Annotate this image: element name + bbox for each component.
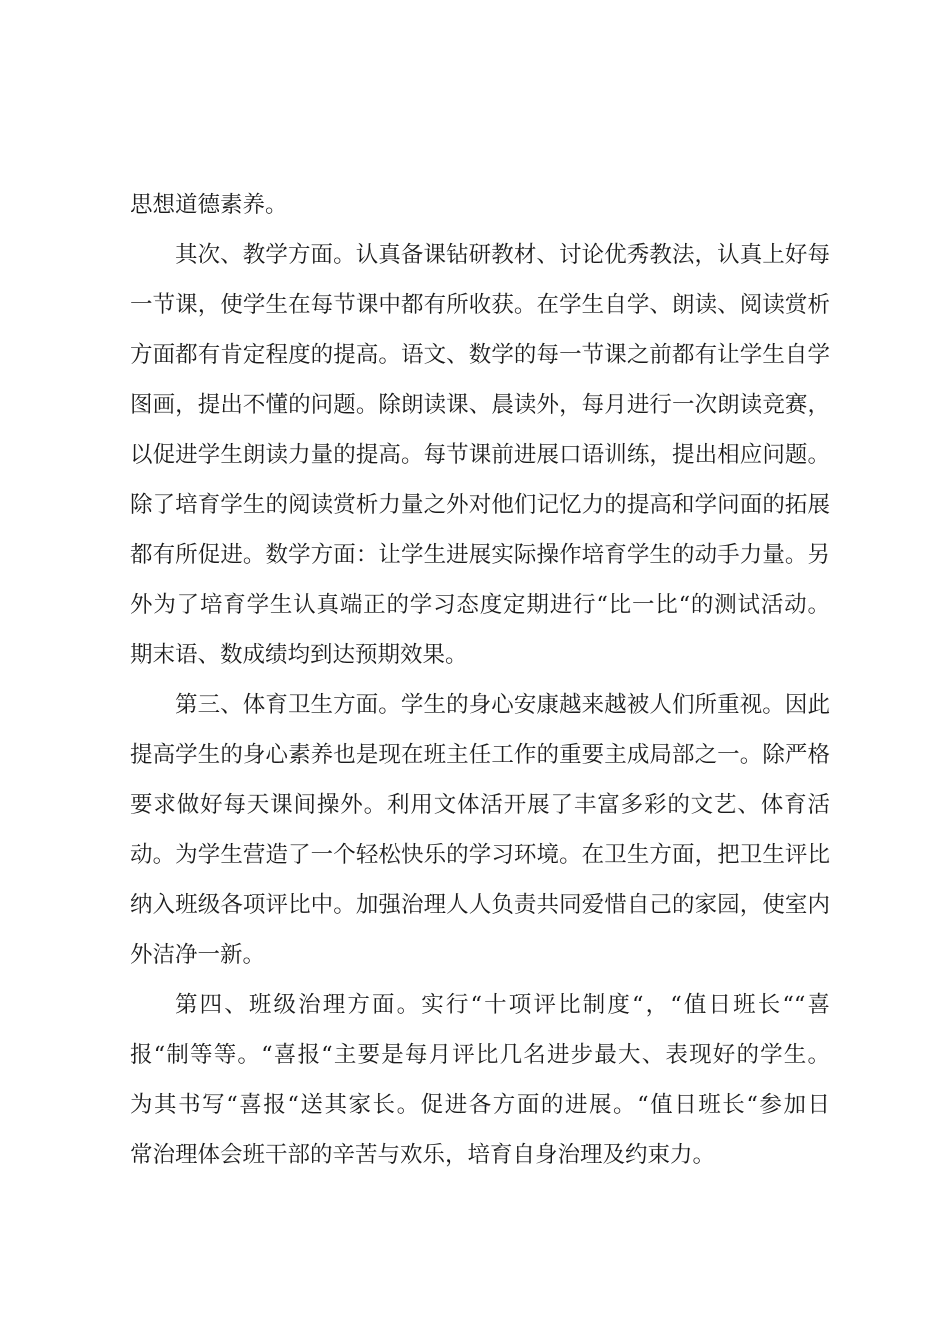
text-line: 一节课，使学生在每节课中都有所收获。在学生自学、朗读、阅读赏析 bbox=[130, 292, 830, 318]
text-line: 提高学生的身心素养也是现在班主任工作的重要主成局部之一。除严格 bbox=[130, 742, 830, 768]
text-line: 都有所促进。数学方面：让学生进展实际操作培育学生的动手力量。另 bbox=[130, 542, 830, 568]
text-line: 图画，提出不懂的问题。除朗读课、晨读外，每月进行一次朗读竞赛， bbox=[130, 392, 830, 418]
text-line: 要求做好每天课间操外。利用文体活开展了丰富多彩的文艺、体育活 bbox=[130, 792, 830, 818]
text-line: 以促进学生朗读力量的提高。每节课前进展口语训练，提出相应问题。 bbox=[130, 442, 830, 468]
text-line: 报“制等等。“喜报“主要是每月评比几名进步最大、表现好的学生。 bbox=[130, 1042, 830, 1068]
text-line: 思想道德素养。 bbox=[130, 192, 288, 218]
text-line: 方面都有肯定程度的提高。语文、数学的每一节课之前都有让学生自学 bbox=[130, 342, 830, 368]
paragraph-first-line: 第三、体育卫生方面。学生的身心安康越来越被人们所重视。因此 bbox=[175, 692, 830, 718]
text-line: 除了培育学生的阅读赏析力量之外对他们记忆力的提高和学问面的拓展 bbox=[130, 492, 830, 518]
text-line: 为其书写“喜报“送其家长。促进各方面的进展。“值日班长“参加日 bbox=[130, 1092, 830, 1118]
text-line: 纳入班级各项评比中。加强治理人人负责共同爱惜自己的家园，使室内 bbox=[130, 892, 830, 918]
paragraph-first-line: 第四、班级治理方面。实行“十项评比制度“，“值日班长““喜 bbox=[175, 992, 830, 1018]
text-line: 期末语、数成绩均到达预期效果。 bbox=[130, 642, 468, 668]
text-line: 常治理体会班干部的辛苦与欢乐，培育自身治理及约束力。 bbox=[130, 1142, 716, 1168]
text-line: 外为了培育学生认真端正的学习态度定期进行“比一比“的测试活动。 bbox=[130, 592, 830, 618]
text-line: 外洁净一新。 bbox=[130, 942, 266, 968]
paragraph-first-line: 其次、教学方面。认真备课钻研教材、讨论优秀教法，认真上好每 bbox=[175, 242, 830, 268]
text-line: 动。为学生营造了一个轻松快乐的学习环境。在卫生方面，把卫生评比 bbox=[130, 842, 830, 868]
